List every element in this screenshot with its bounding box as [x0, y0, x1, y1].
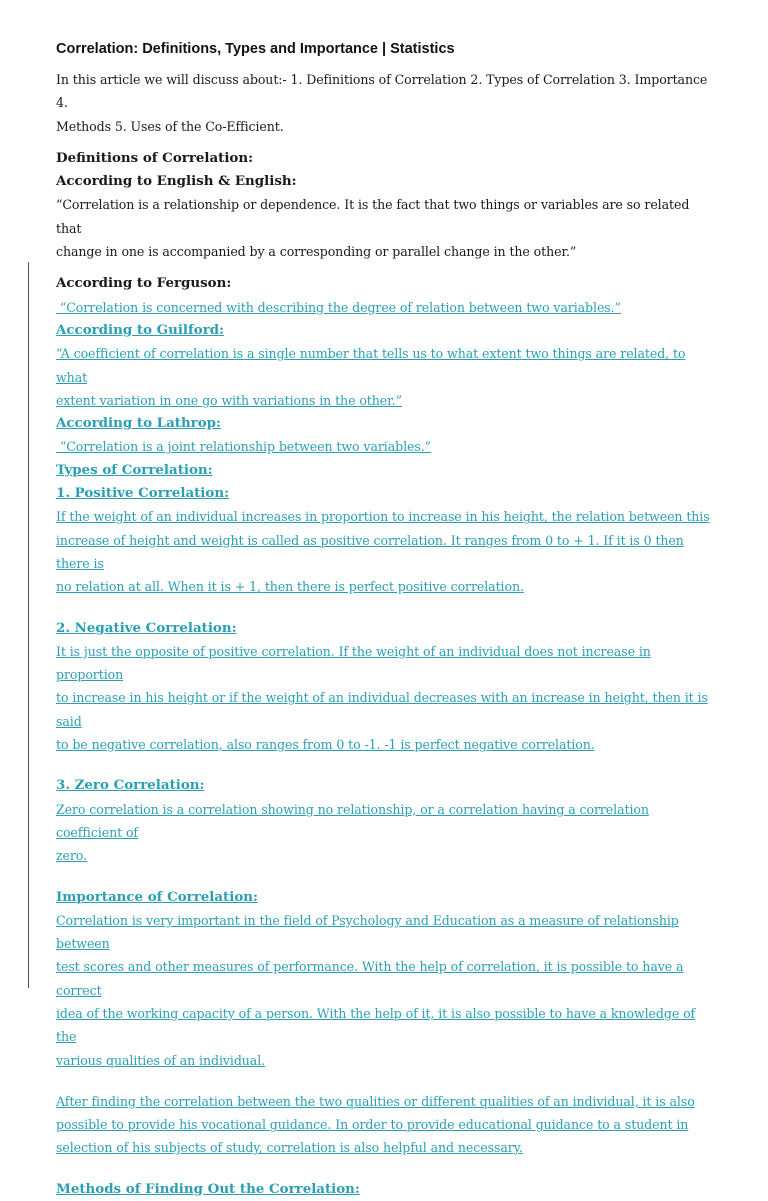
- guilford-heading-link[interactable]: According to Guilford:: [56, 321, 225, 338]
- document-page: [56, 38, 716, 1201]
- importance-p1-line-2[interactable]: test scores and other measures of performance. With the help of correlation, it is possible to have a correct: [56, 959, 684, 998]
- importance-p2-line-3[interactable]: selection of his subjects of study, correlation is also helpful and necessary.: [56, 1140, 523, 1156]
- importance-p2-line-2[interactable]: possible to provide his vocational guidance. In order to provide educational guidance to a student in: [56, 1117, 689, 1133]
- zero-line-2[interactable]: zero.: [56, 848, 87, 864]
- lathrop-heading-link[interactable]: According to Lathrop:: [56, 415, 221, 432]
- intro-line-2: Methods 5. Uses of the Co-Efficient.: [56, 118, 284, 134]
- importance-p1-line-1[interactable]: Correlation is very important in the field of Psychology and Education as a measure of relationship between: [56, 912, 679, 952]
- importance-p1-line-3[interactable]: idea of the working capacity of a person. With the help of it, it is also possible to have a knowledge of the: [56, 1005, 696, 1045]
- negative-line-1[interactable]: It is just the opposite of positive correlation. If the weight of an individual does not increase in proportion: [56, 643, 651, 683]
- intro-line-1: In this article we will discuss about:- 1. Definitions of Correlation 2. Types of Correlation 3. Importance 4.: [56, 72, 708, 111]
- guilford-quote-line-1[interactable]: “A coefficient of correlation is a single number that tells us to what extent two things are related, to what: [56, 346, 686, 385]
- definitions-heading: Definitions of Correlation:: [56, 149, 254, 166]
- english-heading: According to English & English:: [56, 173, 297, 190]
- positive-line-3[interactable]: no relation at all. When it is + 1, then there is perfect positive correlation.: [56, 579, 524, 595]
- lathrop-quote-link[interactable]: “Correlation is a joint relationship between two variables.”: [56, 439, 431, 455]
- ferguson-heading: According to Ferguson:: [56, 275, 232, 292]
- positive-heading-link[interactable]: 1. Positive Correlation:: [56, 485, 230, 502]
- importance-heading-link[interactable]: Importance of Correlation:: [56, 888, 258, 905]
- english-quote-line-2: change in one is accompanied by a corresponding or parallel change in the other.”: [56, 244, 577, 260]
- types-heading-link[interactable]: Types of Correlation:: [56, 461, 213, 478]
- guilford-quote-line-2[interactable]: extent variation in one go with variations in the other.”: [56, 392, 402, 408]
- importance-p1-line-4[interactable]: various qualities of an individual.: [56, 1052, 266, 1068]
- methods-heading-link[interactable]: Methods of Finding Out the Correlation:: [56, 1180, 360, 1197]
- negative-line-2[interactable]: to increase in his height or if the weight of an individual decreases with an increase in height, then it is said: [56, 690, 708, 729]
- negative-line-3[interactable]: to be negative correlation, also ranges from 0 to -1. -1 is perfect negative correlation.: [56, 737, 595, 753]
- zero-heading-link[interactable]: 3. Zero Correlation:: [56, 777, 205, 794]
- change-bar: [28, 262, 29, 988]
- ferguson-quote-link[interactable]: “Correlation is concerned with describing the degree of relation between two variables.”: [56, 299, 621, 315]
- english-quote-line-1: “Correlation is a relationship or dependence. It is the fact that two things or variables are so related that: [56, 197, 690, 236]
- positive-line-2[interactable]: increase of height and weight is called as positive correlation. It ranges from 0 to + 1. If it is 0 then there is: [56, 532, 684, 571]
- article-title: Correlation: Definitions, Types and Importance | Statistics: [56, 41, 455, 57]
- zero-line-1[interactable]: Zero correlation is a correlation showing no relationship, or a correlation having a correlation coefficient of: [56, 801, 649, 840]
- importance-p2-line-1[interactable]: After finding the correlation between the two qualities or different qualities of an individual, it is also: [56, 1093, 695, 1109]
- negative-heading-link[interactable]: 2. Negative Correlation:: [56, 619, 237, 636]
- positive-line-1[interactable]: If the weight of an individual increases in proportion to increase in his height, the relation between this: [56, 509, 710, 525]
